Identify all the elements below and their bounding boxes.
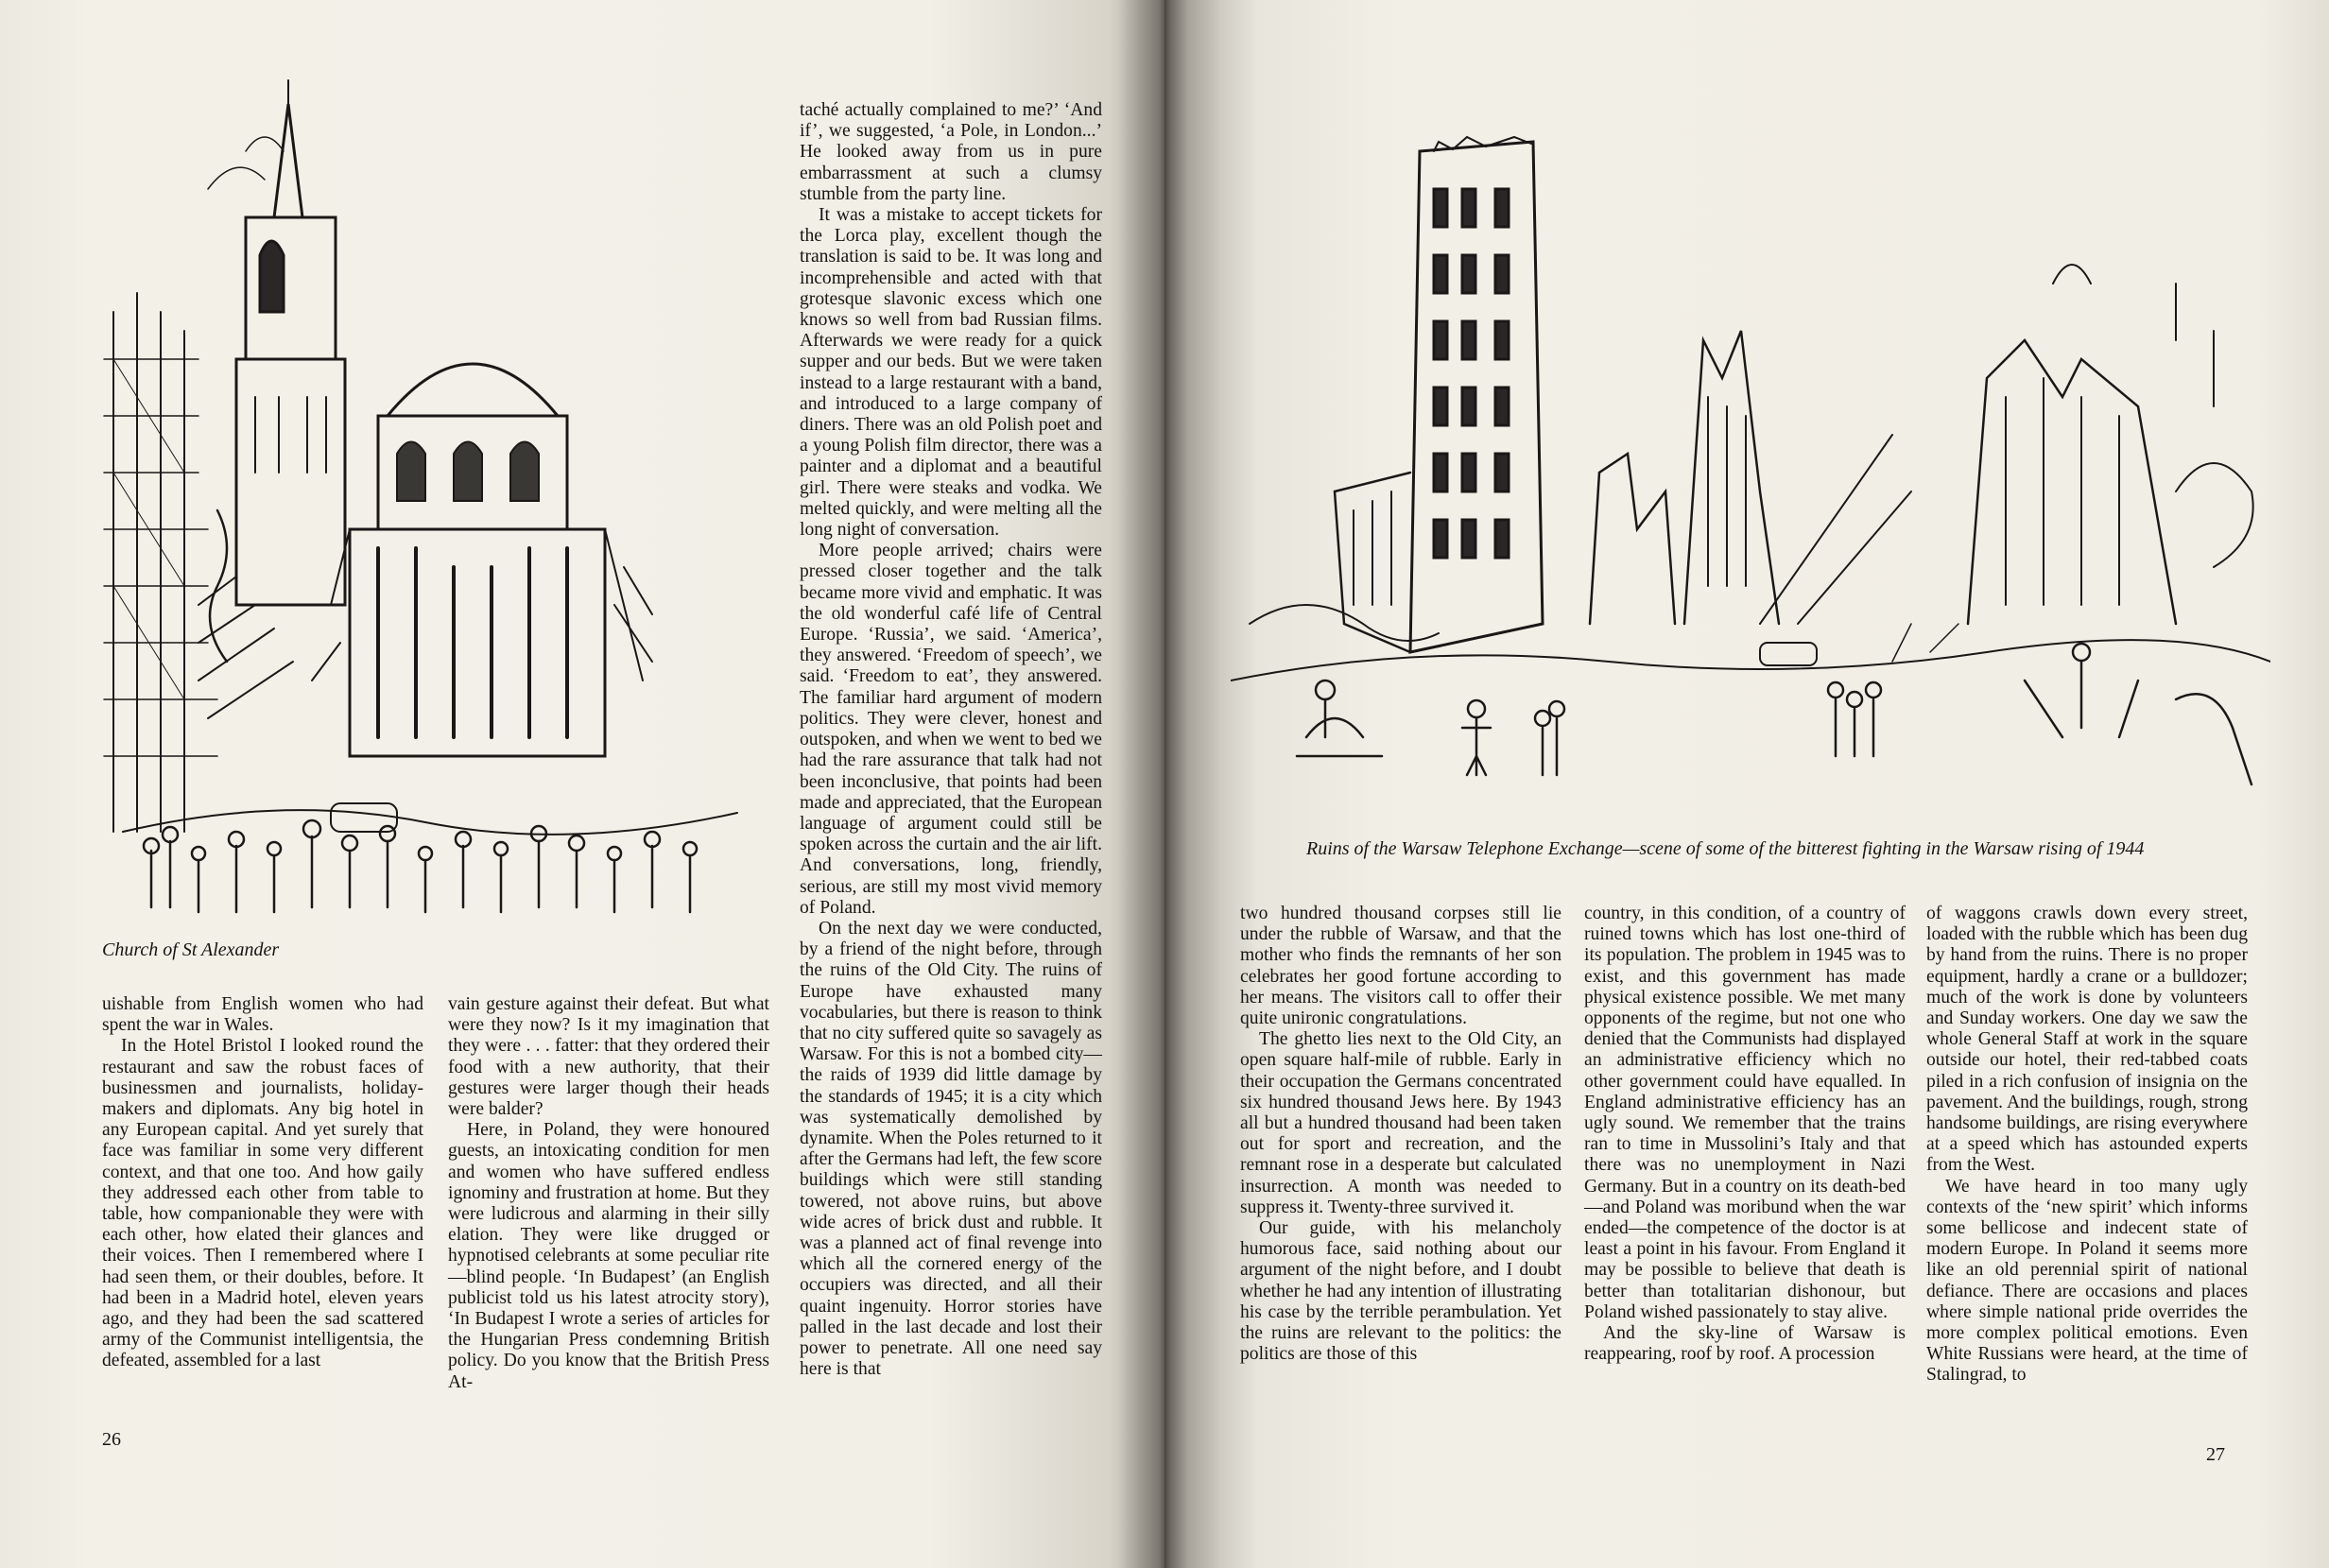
church-caption: Church of St Alexander [102, 939, 280, 960]
left-bottom-left-column [102, 994, 423, 1372]
paragraph: uishable from English women who had spent the war in Wales. [102, 994, 423, 1036]
paragraph: We have heard in too many ugly contexts of the ‘new spirit’ which informs some bellicose and indecent state of modern Europe. In Poland it seems more like an old perennial spirit of national defiance. There are occasions and places where simple national pride overrides the more complex political emotions. Even White Russians were heard, at the time of Stalingrad, to [1926, 1176, 2248, 1386]
paragraph: It was a mistake to accept tickets for the Lorca play, excellent though the translation is said to be. It was long and incomprehensible and acted with that grotesque slavonic excess which one knows so well from bad Russian films. Afterwards we were ready for a quick supper and our beds. But we were taken instead to a large restaurant with a band, and introduced to a large company of diners. There was an old Polish poet and a young Polish film director, there was a painter and a diplomat and a beautiful girl. There were steaks and vodka. We melted quickly, and were melting all the long night of conversation. [800, 205, 1102, 541]
church-sketch-illustration [95, 76, 756, 926]
paragraph: On the next day we were conducted, by a friend of the night before, through the ruins of the Old City. The ruins of Europe have exhausted many vocabularies, but there is reason to think that no city suffered quite so savagely as Warsaw. For this is not a bombed city—the raids of 1939 did little damage by the standards of 1945; it is a city which was systematically demolished by dynamite. When the Poles returned to it after the Germans had left, the few score buildings which were still standing towered, not above ruins, but above wide acres of brick dust and rubble. It was a planned act of final revenge into which all the cornered energy of the occupiers was directed, and all their quaint ingenuity. Horror stories have palled in the last decade and lost their power to penetrate. All one need say here is that [800, 918, 1102, 1380]
paragraph: More people arrived; chairs were pressed closer together and the talk became more vivid and emphatic. It was the old wonderful café life of Central Europe. ‘Russia’, we said. ‘America’, they answered. ‘Freedom of speech’, we said. ‘Freedom to eat’, they answered. The familiar hard argument of modern politics. They were clever, honest and outspoken, and when we went to bed we had the rare assurance that talk had not been inconclusive, that points had been made and appreciated, that the European language of argument could still be spoken across the curtain and the air lift. And conversations, long, friendly, serious, are still my most vivid memory of Poland. [800, 541, 1102, 918]
paragraph: And the sky-line of Warsaw is reappearing, roof by roof. A procession [1584, 1323, 1906, 1365]
page-number-left: 26 [102, 1429, 121, 1450]
telephone-exchange-sketch-illustration [1231, 95, 2270, 832]
left-top-right-column [800, 100, 1102, 1380]
paragraph: The ghetto lies next to the Old City, an open square half-mile of rubble. Early in their occupation the Germans concentrated six hundred thousand Jews here. By 1943 all but a hundred thousand had been taken out for sport and recreation, and the remnant rose in a desperate but calculated insurrection. A month was needed to suppress it. Twenty-three survived it. [1240, 1029, 1561, 1217]
right-column-2 [1584, 904, 1906, 1365]
telephone-exchange-caption: Ruins of the Warsaw Telephone Exchange—scene of some of the bitterest fighting in the Warsaw rising of 1944 [1306, 838, 2145, 859]
paragraph: two hundred thousand corpses still lie under the rubble of Warsaw, and that the mother who finds the remnants of her son celebrates her good fortune according to her means. The visitors call to offer their quite unironic congratulations. [1240, 904, 1561, 1029]
paragraph: Here, in Poland, they were honoured guests, an intoxicating condition for men and women who have suffered endless ignominy and frustration at home. But they were ludicrous and alarming in their silly elation. They were like drugged or hypnotised celebrants at some peculiar rite—blind people. ‘In Budapest’ (an English publicist told us his latest atrocity story), ‘In Budapest I wrote a series of articles for the Hungarian Press condemning British policy. Do you know that the British Press At- [448, 1120, 769, 1392]
paragraph: vain gesture against their defeat. But what were they now? Is it my imagination that they were . . . fatter: that they ordered their food with a new authority, that their gestures were larger though their heads were balder? [448, 994, 769, 1120]
right-column-3 [1926, 904, 2248, 1387]
paragraph: In the Hotel Bristol I looked round the restaurant and saw the robust faces of businessmen and journalists, holiday-makers and diplomats. Any big hotel in any European capital. And yet surely that face was familiar in some very different context, and that one too. And how gaily they addressed each other from table to table, how companionable they were with each other, how elated their glances and their voices. Then I remembered where I had seen them, or their doubles, before. It had been in a Madrid hotel, eleven years ago, and they had been the sad scattered army of the Communist intelligentsia, the defeated, assembled for a last [102, 1036, 423, 1371]
paragraph: of waggons crawls down every street, loaded with the rubble which has been dug by hand from the ruins. There is no proper equipment, hardly a crane or a bulldozer; much of the work is done by volunteers and Sunday workers. One day we saw the whole General Staff at work in the square outside our hotel, their red-tabbed coats piled in a rich confusion of insignia on the pavement. And the buildings, rough, strong handsome buildings, are rising everywhere at a speed which has astounded experts from the West. [1926, 904, 2248, 1176]
left-page [0, 0, 1164, 1568]
right-column-1 [1240, 904, 1561, 1365]
paragraph: country, in this condition, of a country of ruined towns which has lost one-third of its population. The problem in 1945 was to exist, and this government has made physical existence possible. We met many opponents of the regime, but not one who denied that the Communists had displayed an administrative efficiency which no other government could have equalled. In England administrative efficiency has an ugly sound. We remember that the trains ran to time in Mussolini’s Italy and that there was no unemployment in Nazi Germany. But in a country on its death-bed—and Poland was moribund when the war ended—the competence of the doctor is at least a point in his favour. From England it may be possible to believe that death is better than totalitarian dishonour, but Poland wished passionately to stay alive. [1584, 904, 1906, 1322]
paragraph: taché actually complained to me?’ ‘And if’, we suggested, ‘a Pole, in London...’ He looked away from us in pure embarrassment at such a clumsy stumble from the party line. [800, 100, 1102, 204]
right-page [1164, 0, 2329, 1568]
left-bottom-middle-column [448, 994, 769, 1393]
page-number-right: 27 [2206, 1444, 2225, 1465]
paragraph: Our guide, with his melancholy humorous face, said nothing about our argument of the night before, and I doubt whether he had any intention of illustrating his case by the terrible perambulation. Yet the ruins are relevant to the politics: the politics are those of this [1240, 1218, 1561, 1365]
